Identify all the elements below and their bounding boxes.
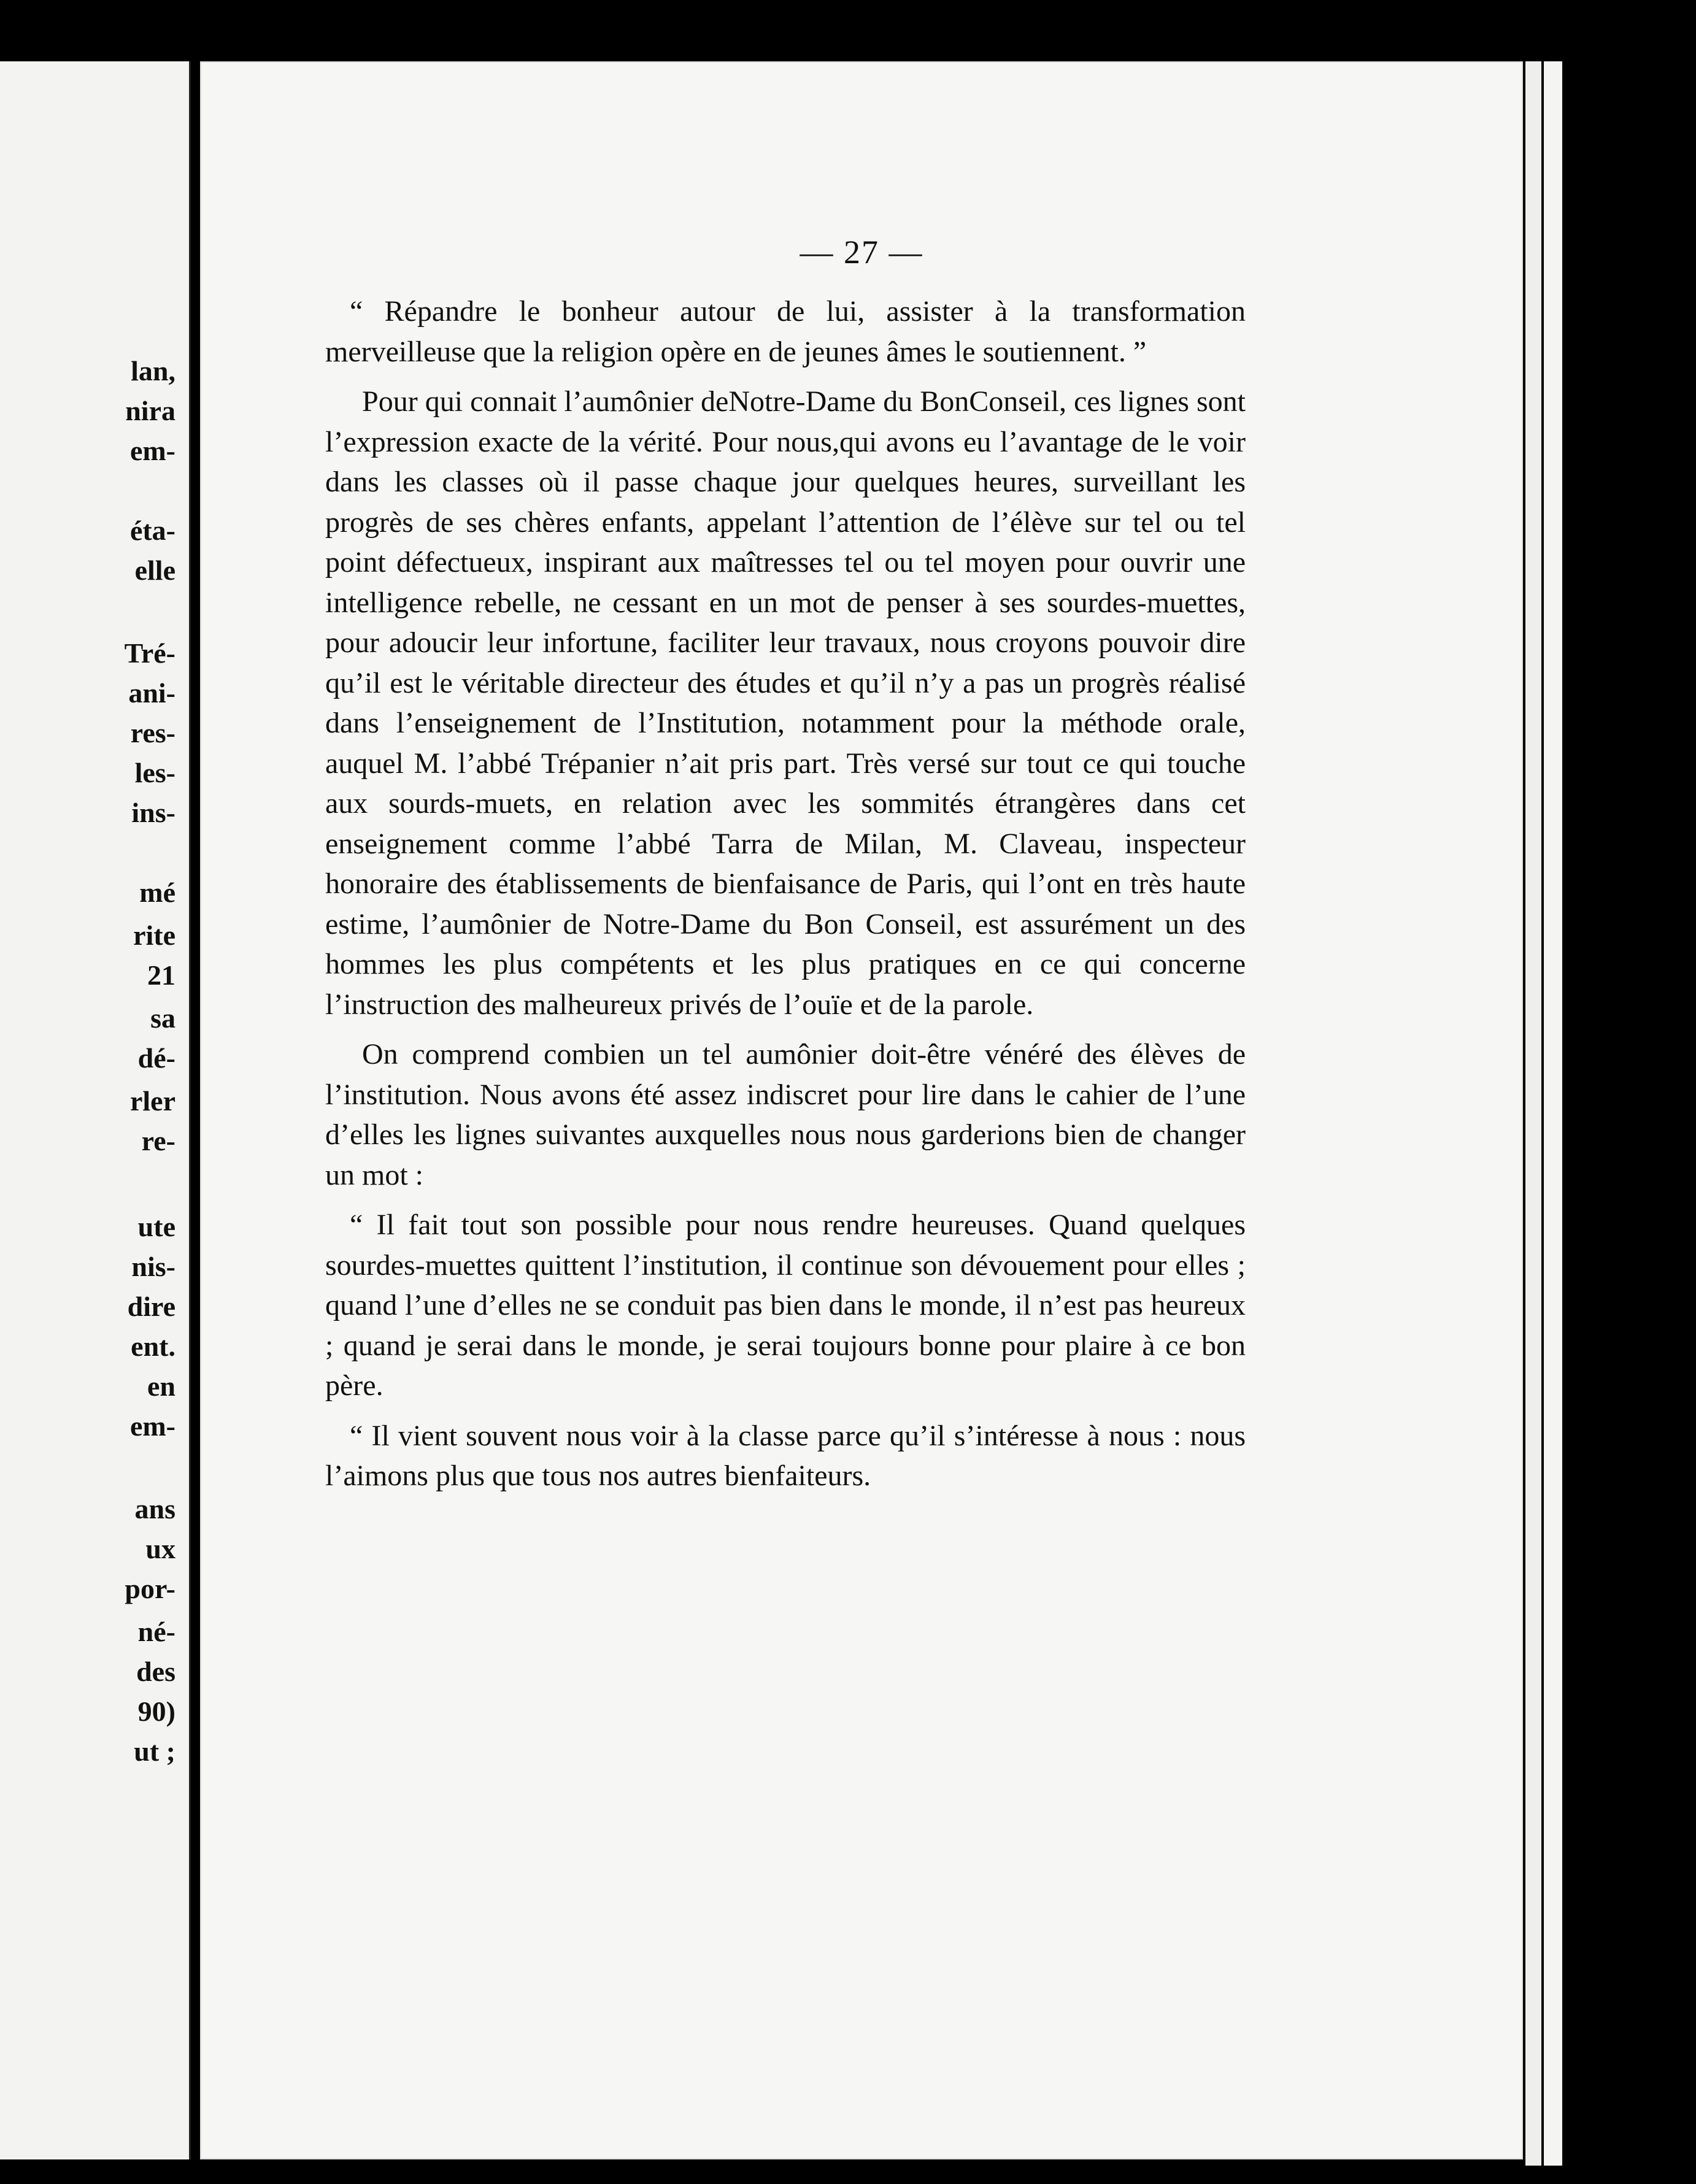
left-fragment: ut ;	[134, 1736, 175, 1767]
paragraph: On comprend combien un tel aumônier doit-être vénéré des élèves de l’institution. Nous avons été assez indiscret pour lire dans le cahier de l’une d’elles les lignes suivantes auxquelles nous nous garderions bien de changer un mot :	[325, 1038, 1246, 1191]
left-fragment: les-	[134, 757, 175, 788]
left-fragment: en	[147, 1371, 175, 1402]
left-fragment: des	[136, 1656, 175, 1687]
page-stack-edge	[1525, 61, 1541, 2166]
left-fragment: éta-	[129, 515, 175, 546]
left-fragment: 21	[147, 959, 175, 991]
left-fragment: nira	[125, 395, 175, 426]
left-fragment: ins-	[131, 797, 175, 828]
paragraph: “ Il vient souvent nous voir à la classe parce qu’il s’intéresse à nous : nous l’aimons plus que tous nos autres bienfaiteurs.	[325, 1419, 1246, 1492]
left-fragment: 90)	[137, 1696, 175, 1727]
page-stack-edge	[1544, 61, 1562, 2166]
left-fragment: em-	[129, 435, 175, 466]
left-fragment: rler	[129, 1085, 175, 1117]
left-fragment: ani-	[128, 677, 175, 709]
left-fragment: né-	[137, 1616, 175, 1647]
left-fragment: lan,	[131, 355, 175, 386]
paragraph: “ Répandre le bonheur autour de lui, assister à la transformation merveilleuse que la religion opère en de jeunes âmes le soutiennent. ”	[325, 295, 1246, 368]
left-fragment: rite	[133, 920, 175, 951]
left-fragment: ans	[134, 1493, 175, 1525]
left-fragment: mé	[139, 877, 175, 908]
left-fragment: elle	[134, 555, 175, 586]
left-fragment: re-	[141, 1125, 175, 1156]
left-fragment: dé-	[137, 1042, 175, 1074]
page-number: — 27 —	[800, 234, 923, 271]
left-fragment: por-	[125, 1573, 175, 1604]
left-fragment: ent.	[131, 1331, 175, 1362]
left-fragment: dire	[127, 1291, 175, 1322]
left-fragment: Tré-	[124, 637, 175, 669]
left-fragment: res-	[130, 717, 175, 748]
left-fragment: nis-	[131, 1251, 175, 1282]
paragraph: Pour qui connait l’aumônier deNotre-Dame du BonConseil, ces lignes sont l’expression exacte de la vérité. Pour nous,qui avons eu l’avantage de le voir dans les classes où il passe chaque jour quelques heures, surveillant les progrès de ses chères enfants, appelant l’attention de l’élève sur tel ou tel point défectueux, inspirant aux maîtresses tel ou tel moyen pour ouvrir une intelligence rebelle, ne cessant en un mot de penser à ses sourdes-muettes, pour adoucir leur infortune, faciliter leur travaux, nous croyons pouvoir dire qu’il est le véritable directeur des études et qu’il n’y a pas un progrès réalisé dans l’enseignement de l’Institution, notamment pour la méthode orale, auquel M. l’abbé Trépanier n’ait pris part. Très versé sur tout ce qui touche aux sourds-muets, en relation avec les sommités étrangères dans cet enseignement comme l’abbé Tarra de Milan, M. Claveau, inspecteur honoraire des établissements de bienfaisance de Paris, qui l’ont en très haute estime, l’aumônier de Notre-Dame du Bon Conseil, est assurément un des hommes les plus compétents et les plus pratiques en ce qui concerne l’instruction des malheureux privés de l’ouïe et de la parole.	[325, 385, 1246, 1021]
left-page-edge	[0, 61, 191, 2159]
left-fragment: em-	[129, 1410, 175, 1442]
page-body-text	[325, 291, 1246, 1506]
left-fragment: ux	[145, 1533, 175, 1564]
paragraph: “ Il fait tout son possible pour nous rendre heureuses. Quand quelques sourdes-muettes quittent l’institution, il continue son dévouement pour elles ; quand l’une d’elles ne se conduit pas bien dans le monde, il n’est pas heureux ; quand je serai dans le monde, je serai toujours bonne pour plaire à ce bon père.	[325, 1209, 1246, 1402]
left-fragment: sa	[150, 1002, 175, 1034]
left-fragment: ute	[137, 1211, 175, 1242]
